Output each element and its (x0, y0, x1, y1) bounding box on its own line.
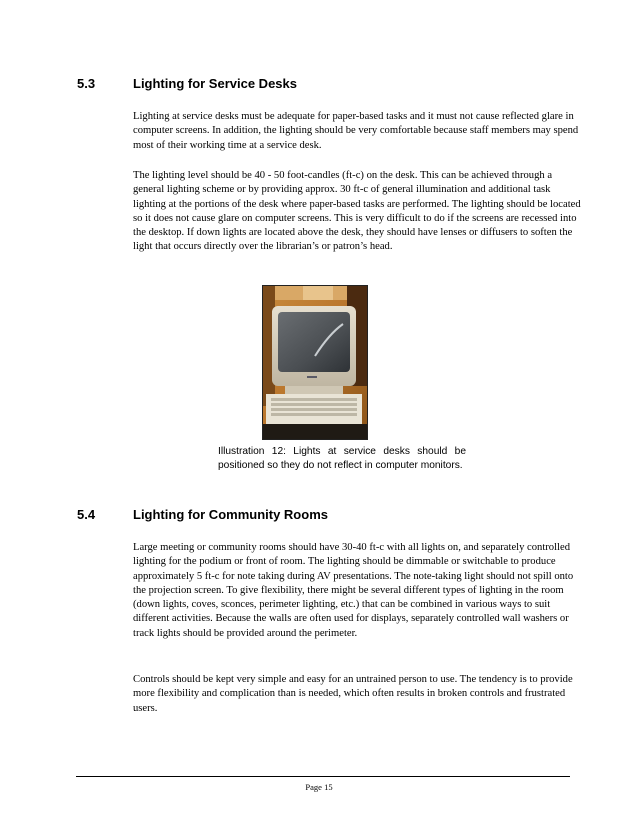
paragraph: Lighting at service desks must be adequate for paper-based tasks and it must not cause reflected glare in computer screens. In addition, the lighting should be very comfortable because staff members may spend most of their working time at a service desk. (133, 111, 579, 151)
section-number: 5.3 (77, 76, 96, 91)
illustration-caption: Illustration 12: Lights at service desks should be positioned so they do not reflect in computer monitors. (218, 446, 466, 471)
paragraph: The lighting level should be 40 - 50 foot-candles (ft-c) on the desk. This can be achieved through a general lighting scheme or by providing approx. 30 ft-c of general illumination and additional task lighting at the portions of the desk where paper-based tasks are performed. The lighting should be located so it does not cause glare on computer screens. This is very difficult to do if the screens are recessed into the desktop. If down lights are located above the desk, they should have lenses or diffusers to soften the light that occurs directly over the librarian’s or patron’s head. (133, 170, 581, 253)
section-title: Lighting for Service Desks (133, 76, 297, 91)
page-number: Page 15 (305, 782, 333, 792)
section-number: 5.4 (77, 507, 96, 522)
paragraph: Controls should be kept very simple and easy for an untrained person to use. The tendency is to provide more flexibility and complication than is needed, which often results in broken controls and frustrated users. (133, 674, 573, 714)
footer-divider (76, 776, 570, 777)
illustration-photo (262, 285, 368, 440)
computer-monitor-photo (263, 286, 367, 439)
paragraph: Large meeting or community rooms should have 30-40 ft-c with all lights on, and separately controlled lighting for the podium or front of room. The lighting should be dimmable or switchable to produce approximately 5 ft-c for note taking during AV presentations. The note-taking light should not spill onto the projection screen. To give flexibility, there might be several different types of lighting in the room (down lights, coves, sconces, perimeter lighting, etc.) that can be combined in various ways to suit different activities. Because the walls are often used for displays, separately controlled wall washers or track lights should be provided around the perimeter. (133, 542, 574, 639)
section-title: Lighting for Community Rooms (133, 507, 328, 522)
